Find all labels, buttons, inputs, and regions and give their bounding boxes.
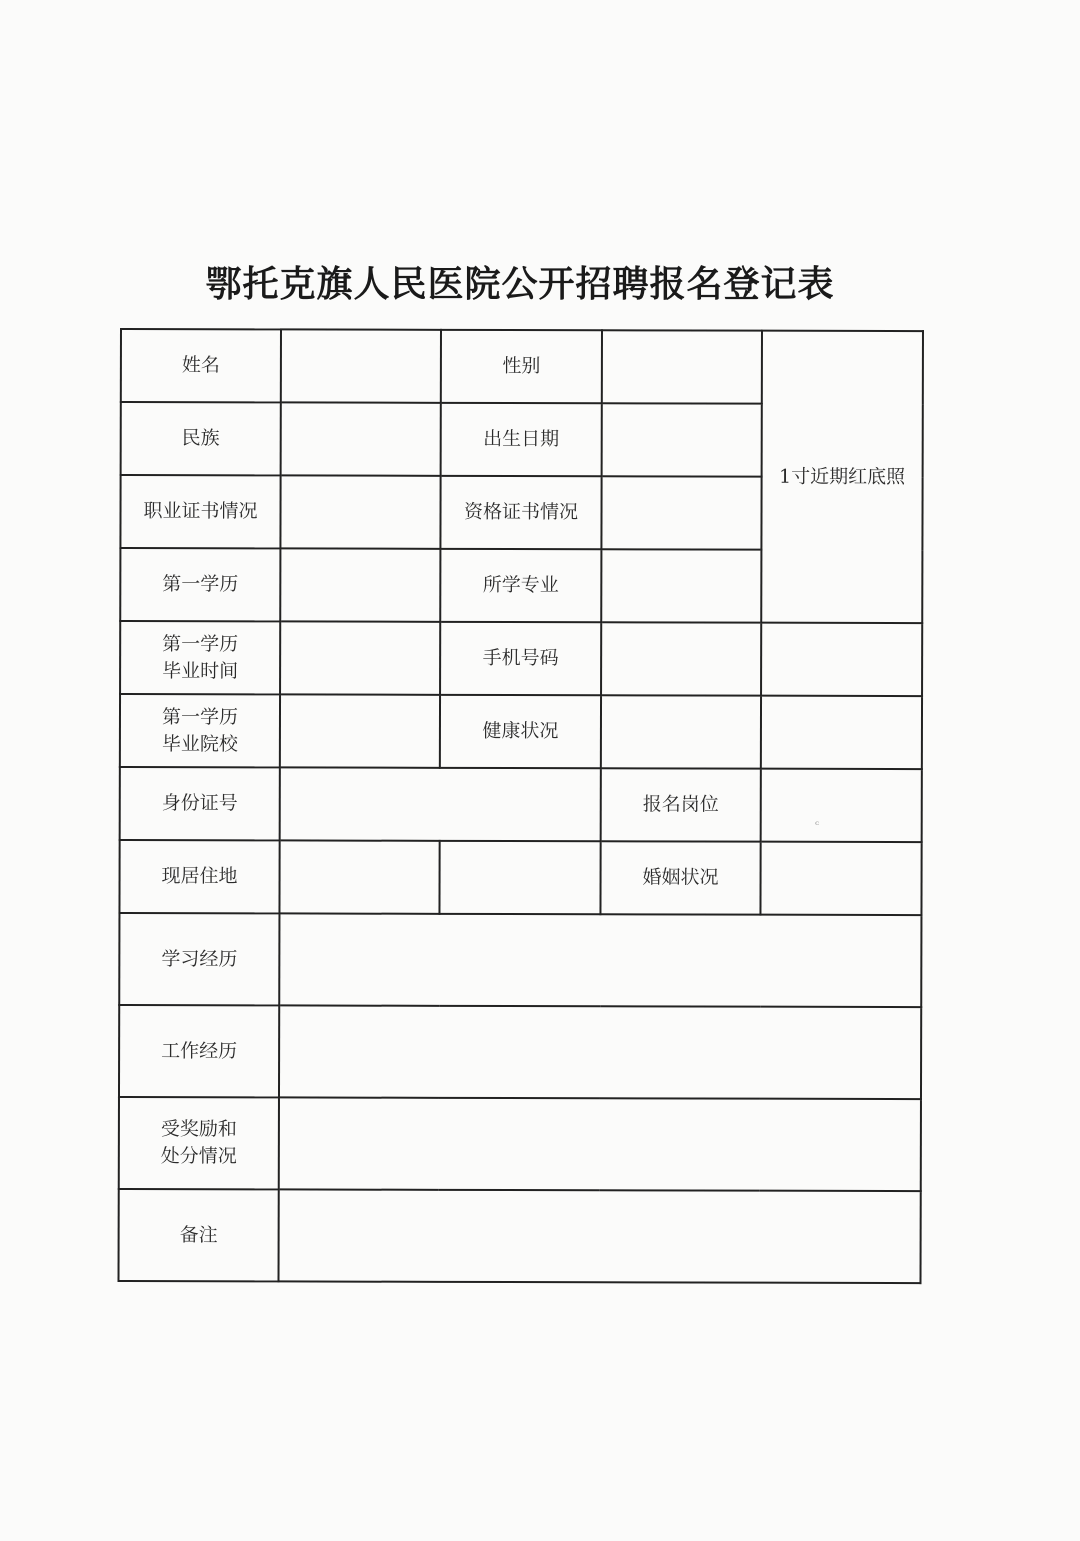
- label-study-history: 学习经历: [119, 913, 279, 1005]
- table-row: [120, 694, 922, 769]
- label-id-number: 身份证号: [120, 767, 280, 840]
- table-row: [121, 329, 923, 404]
- label-position: 报名岗位: [601, 768, 761, 841]
- label-marital-status: 婚姻状况: [600, 841, 760, 914]
- label-line: 毕业院校: [161, 732, 238, 755]
- field-name[interactable]: [281, 329, 441, 402]
- field-qualification-certificate[interactable]: [601, 476, 761, 549]
- label-ethnicity: 民族: [121, 402, 281, 475]
- field-residence-extra[interactable]: [439, 841, 600, 914]
- field-id-number[interactable]: [280, 767, 601, 841]
- table-row: [119, 1097, 921, 1191]
- label-first-degree-grad-time: [120, 621, 280, 694]
- field-first-degree-school[interactable]: [280, 694, 440, 767]
- label-gender: 性别: [441, 330, 602, 403]
- table-row: [119, 913, 921, 1007]
- field-health[interactable]: [601, 695, 761, 768]
- field-phone[interactable]: [601, 622, 761, 695]
- table-row: [119, 840, 921, 915]
- label-line: 处分情况: [160, 1145, 237, 1168]
- label-qualification-certificate: 资格证书情况: [440, 476, 601, 549]
- photo-note: 1寸近期红底照: [779, 465, 906, 488]
- label-work-history: 工作经历: [119, 1005, 279, 1097]
- field-work-history[interactable]: [279, 1005, 921, 1099]
- label-line: 第一学历: [161, 705, 239, 728]
- field-major[interactable]: [601, 549, 761, 622]
- field-gender[interactable]: [602, 330, 762, 403]
- table-row: [119, 1005, 921, 1099]
- label-name: 姓名: [121, 329, 281, 402]
- field-residence[interactable]: [279, 840, 439, 913]
- field-first-degree-grad-time[interactable]: [280, 621, 440, 694]
- label-first-degree: 第一学历: [120, 548, 280, 621]
- field-extra-2[interactable]: [761, 696, 922, 769]
- label-line: 受奖励和: [160, 1118, 237, 1141]
- label-first-degree-school: [120, 694, 280, 767]
- field-rewards[interactable]: [279, 1097, 921, 1191]
- photo-box[interactable]: [761, 331, 923, 623]
- table-row: [120, 621, 922, 696]
- field-ethnicity[interactable]: [281, 402, 441, 475]
- form-title: 鄂托克旗人民医院公开招聘报名登记表: [205, 263, 835, 305]
- table-row: [119, 1189, 921, 1283]
- label-line: 毕业时间: [162, 659, 239, 682]
- field-remarks[interactable]: [279, 1189, 921, 1283]
- field-position[interactable]: [761, 769, 922, 842]
- label-line: 第一学历: [162, 632, 239, 655]
- registration-table: [118, 328, 924, 1284]
- field-marital-status[interactable]: [760, 842, 921, 915]
- field-extra-1[interactable]: [761, 623, 922, 696]
- label-remarks: 备注: [119, 1189, 279, 1281]
- field-professional-certificate[interactable]: [280, 475, 440, 548]
- scan-speck: ᶜ: [815, 818, 820, 832]
- field-birth-date[interactable]: [602, 403, 762, 476]
- field-study-history[interactable]: [279, 913, 921, 1007]
- label-birth-date: 出生日期: [441, 403, 602, 476]
- label-professional-certificate: 职业证书情况: [120, 475, 280, 548]
- label-residence: 现居住地: [119, 840, 279, 913]
- label-health: 健康状况: [440, 695, 601, 768]
- table-row: [120, 767, 922, 842]
- label-rewards: [119, 1097, 279, 1189]
- label-major: 所学专业: [440, 549, 601, 622]
- field-first-degree[interactable]: [280, 548, 440, 621]
- label-phone: 手机号码: [440, 622, 601, 695]
